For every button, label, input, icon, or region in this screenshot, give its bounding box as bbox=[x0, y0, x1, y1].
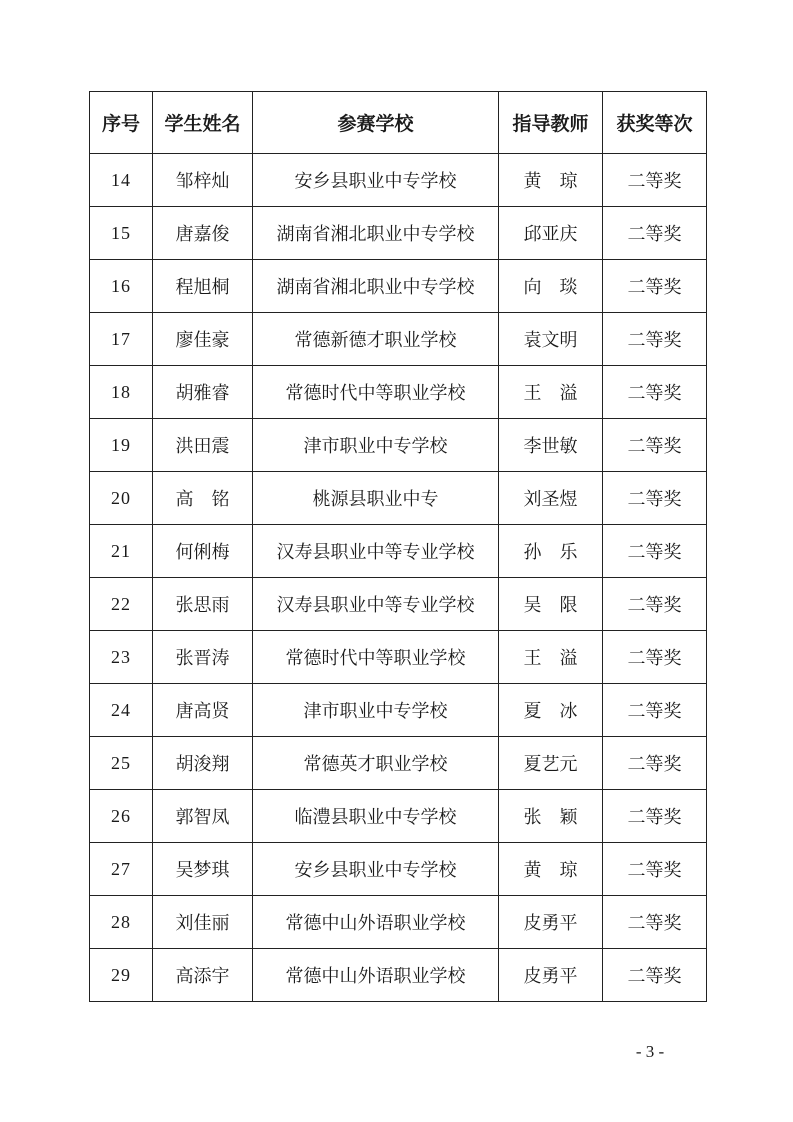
cell-student-name: 刘佳丽 bbox=[153, 896, 253, 949]
cell-teacher: 夏艺元 bbox=[499, 737, 603, 790]
cell-award-level: 二等奖 bbox=[603, 843, 707, 896]
cell-school: 常德时代中等职业学校 bbox=[253, 631, 499, 684]
cell-serial-number: 21 bbox=[90, 525, 153, 578]
cell-award-level: 二等奖 bbox=[603, 207, 707, 260]
cell-school: 安乡县职业中专学校 bbox=[253, 154, 499, 207]
table-header-row bbox=[90, 92, 707, 154]
cell-school: 汉寿县职业中等专业学校 bbox=[253, 525, 499, 578]
cell-teacher: 皮勇平 bbox=[499, 949, 603, 1002]
cell-teacher: 黄 琼 bbox=[499, 843, 603, 896]
cell-serial-number: 25 bbox=[90, 737, 153, 790]
header-teacher: 指导教师 bbox=[499, 92, 603, 154]
cell-teacher: 皮勇平 bbox=[499, 896, 603, 949]
table-row bbox=[90, 896, 707, 949]
cell-teacher: 邱亚庆 bbox=[499, 207, 603, 260]
cell-award-level: 二等奖 bbox=[603, 419, 707, 472]
cell-teacher: 孙 乐 bbox=[499, 525, 603, 578]
table-row bbox=[90, 737, 707, 790]
cell-award-level: 二等奖 bbox=[603, 790, 707, 843]
cell-student-name: 张思雨 bbox=[153, 578, 253, 631]
table-row bbox=[90, 684, 707, 737]
cell-student-name: 程旭桐 bbox=[153, 260, 253, 313]
header-award-level: 获奖等次 bbox=[603, 92, 707, 154]
cell-school: 安乡县职业中专学校 bbox=[253, 843, 499, 896]
awards-table bbox=[89, 91, 707, 1002]
cell-teacher: 王 溢 bbox=[499, 366, 603, 419]
cell-school: 湖南省湘北职业中专学校 bbox=[253, 207, 499, 260]
cell-student-name: 高 铭 bbox=[153, 472, 253, 525]
cell-school: 常德中山外语职业学校 bbox=[253, 949, 499, 1002]
cell-student-name: 唐高贤 bbox=[153, 684, 253, 737]
cell-award-level: 二等奖 bbox=[603, 896, 707, 949]
header-school: 参赛学校 bbox=[253, 92, 499, 154]
cell-teacher: 黄 琼 bbox=[499, 154, 603, 207]
cell-serial-number: 19 bbox=[90, 419, 153, 472]
header-student-name: 学生姓名 bbox=[153, 92, 253, 154]
table-row bbox=[90, 631, 707, 684]
cell-school: 津市职业中专学校 bbox=[253, 419, 499, 472]
cell-teacher: 袁文明 bbox=[499, 313, 603, 366]
cell-serial-number: 14 bbox=[90, 154, 153, 207]
cell-student-name: 吴梦琪 bbox=[153, 843, 253, 896]
cell-serial-number: 16 bbox=[90, 260, 153, 313]
cell-award-level: 二等奖 bbox=[603, 366, 707, 419]
table-row bbox=[90, 313, 707, 366]
cell-school: 常德英才职业学校 bbox=[253, 737, 499, 790]
cell-serial-number: 22 bbox=[90, 578, 153, 631]
cell-student-name: 胡雅睿 bbox=[153, 366, 253, 419]
table-row bbox=[90, 207, 707, 260]
cell-serial-number: 29 bbox=[90, 949, 153, 1002]
cell-teacher: 夏 冰 bbox=[499, 684, 603, 737]
cell-student-name: 邹梓灿 bbox=[153, 154, 253, 207]
cell-teacher: 吴 限 bbox=[499, 578, 603, 631]
table-row bbox=[90, 366, 707, 419]
cell-teacher: 张 颖 bbox=[499, 790, 603, 843]
cell-school: 常德新德才职业学校 bbox=[253, 313, 499, 366]
cell-school: 临澧县职业中专学校 bbox=[253, 790, 499, 843]
cell-serial-number: 17 bbox=[90, 313, 153, 366]
cell-teacher: 向 琰 bbox=[499, 260, 603, 313]
cell-teacher: 刘圣煜 bbox=[499, 472, 603, 525]
table-row bbox=[90, 949, 707, 1002]
cell-award-level: 二等奖 bbox=[603, 260, 707, 313]
cell-student-name: 洪田震 bbox=[153, 419, 253, 472]
cell-award-level: 二等奖 bbox=[603, 313, 707, 366]
cell-award-level: 二等奖 bbox=[603, 578, 707, 631]
cell-school: 汉寿县职业中等专业学校 bbox=[253, 578, 499, 631]
cell-serial-number: 23 bbox=[90, 631, 153, 684]
table-row bbox=[90, 578, 707, 631]
cell-student-name: 廖佳豪 bbox=[153, 313, 253, 366]
cell-school: 津市职业中专学校 bbox=[253, 684, 499, 737]
cell-teacher: 李世敏 bbox=[499, 419, 603, 472]
cell-serial-number: 20 bbox=[90, 472, 153, 525]
cell-award-level: 二等奖 bbox=[603, 154, 707, 207]
header-serial-number: 序号 bbox=[90, 92, 153, 154]
table-row bbox=[90, 790, 707, 843]
cell-serial-number: 18 bbox=[90, 366, 153, 419]
cell-student-name: 唐嘉俊 bbox=[153, 207, 253, 260]
cell-award-level: 二等奖 bbox=[603, 525, 707, 578]
page-number: - 3 - bbox=[635, 1042, 665, 1061]
cell-serial-number: 26 bbox=[90, 790, 153, 843]
table-row bbox=[90, 260, 707, 313]
cell-student-name: 张晋涛 bbox=[153, 631, 253, 684]
cell-school: 常德中山外语职业学校 bbox=[253, 896, 499, 949]
cell-school: 桃源县职业中专 bbox=[253, 472, 499, 525]
cell-student-name: 胡浚翔 bbox=[153, 737, 253, 790]
table-row bbox=[90, 843, 707, 896]
cell-school: 常德时代中等职业学校 bbox=[253, 366, 499, 419]
cell-student-name: 高添宇 bbox=[153, 949, 253, 1002]
table-body bbox=[90, 154, 707, 1002]
table-row bbox=[90, 154, 707, 207]
cell-serial-number: 24 bbox=[90, 684, 153, 737]
cell-award-level: 二等奖 bbox=[603, 949, 707, 1002]
cell-student-name: 何俐梅 bbox=[153, 525, 253, 578]
cell-award-level: 二等奖 bbox=[603, 684, 707, 737]
cell-award-level: 二等奖 bbox=[603, 631, 707, 684]
cell-serial-number: 27 bbox=[90, 843, 153, 896]
cell-school: 湖南省湘北职业中专学校 bbox=[253, 260, 499, 313]
table-row bbox=[90, 419, 707, 472]
cell-student-name: 郭智凤 bbox=[153, 790, 253, 843]
cell-serial-number: 28 bbox=[90, 896, 153, 949]
cell-serial-number: 15 bbox=[90, 207, 153, 260]
cell-teacher: 王 溢 bbox=[499, 631, 603, 684]
table-row bbox=[90, 525, 707, 578]
cell-award-level: 二等奖 bbox=[603, 472, 707, 525]
table-row bbox=[90, 472, 707, 525]
cell-award-level: 二等奖 bbox=[603, 737, 707, 790]
